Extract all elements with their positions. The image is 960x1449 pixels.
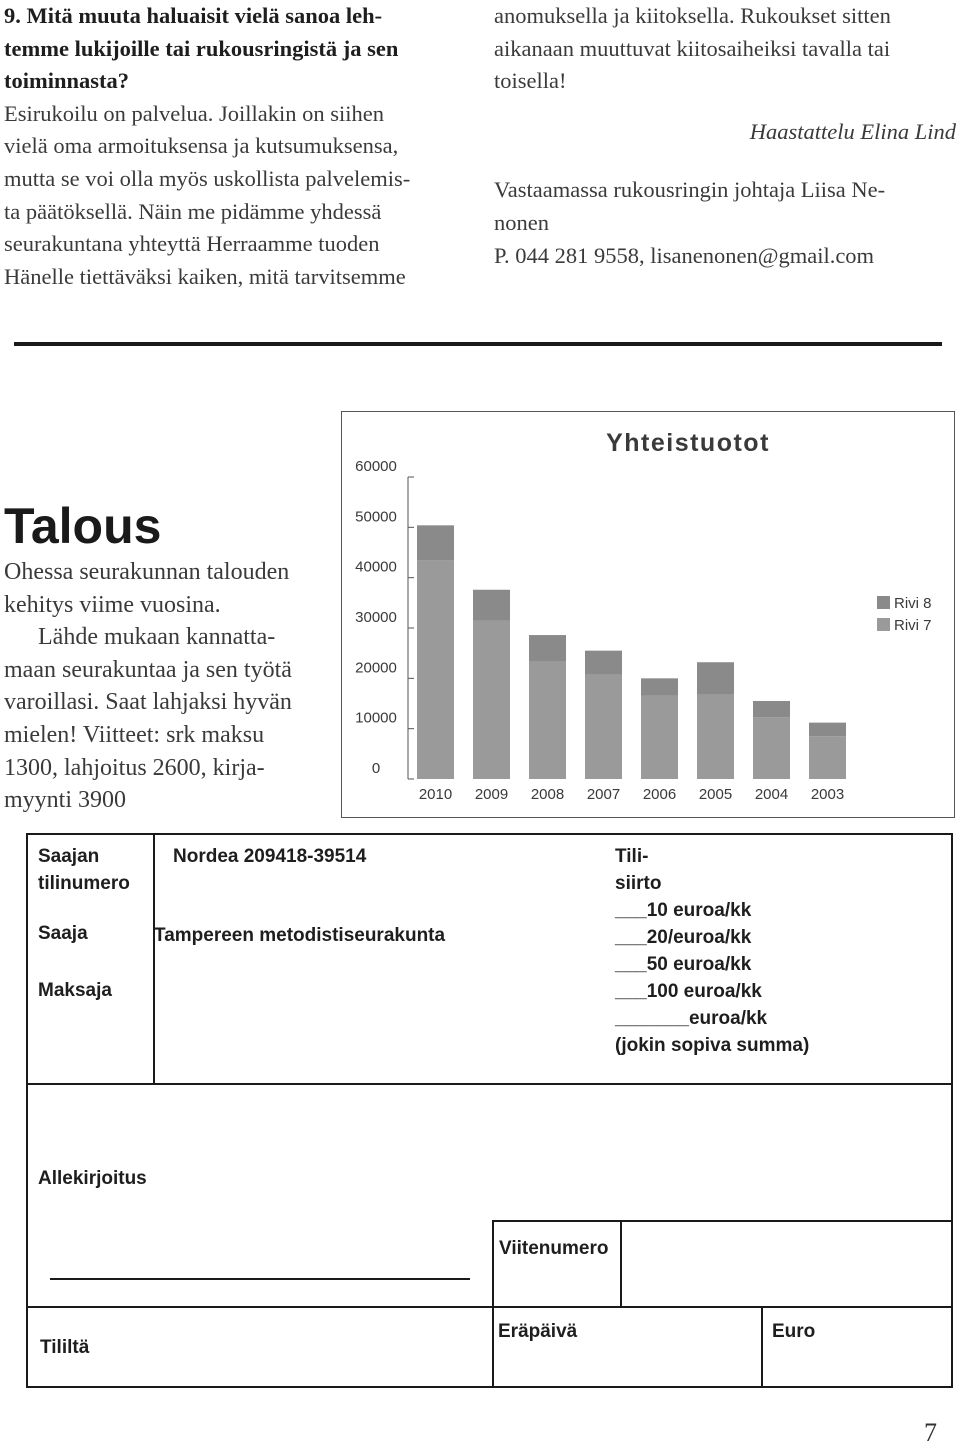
contact-line: P. 044 281 9558, lisanenonen@gmail.com xyxy=(494,242,875,268)
answer-line: Esirukoilu on palvelua. Joillakin on siihen xyxy=(4,100,384,126)
bar-segment xyxy=(529,662,566,779)
amount-option[interactable]: ___100 euroa/kk xyxy=(615,981,762,1002)
y-tick-label: 10000 xyxy=(355,709,397,727)
talous-line: Lähde mukaan kannatta- xyxy=(38,624,276,651)
contact-line: nonen xyxy=(494,209,549,235)
section-divider xyxy=(14,342,942,346)
amount-option[interactable]: ___50 euroa/kk xyxy=(615,954,752,975)
y-axis xyxy=(355,458,414,817)
question-line: toiminnasta? xyxy=(4,68,130,94)
label-line: siirto xyxy=(615,873,662,894)
answer-line: toisella! xyxy=(494,68,567,94)
talous-line: mielen! Viitteet: srk maksu xyxy=(4,721,265,748)
bar-segment xyxy=(697,694,734,779)
y-tick-label: 20000 xyxy=(355,659,397,677)
y-tick-label: 0 xyxy=(371,760,381,777)
section-heading: Talous xyxy=(4,498,162,554)
x-tick-label: 2008 xyxy=(530,786,565,803)
x-tick-label: 2003 xyxy=(810,786,845,803)
amount-option[interactable]: ___10 euroa/kk xyxy=(615,900,752,921)
form-frame-top xyxy=(26,833,953,1085)
x-tick-label: 2007 xyxy=(586,786,621,803)
y-tick-label: 50000 xyxy=(355,508,397,526)
bar-segment xyxy=(753,717,790,779)
reference-label: Viitenumero xyxy=(499,1238,609,1259)
account-number: Nordea 209418-39514 xyxy=(173,846,367,867)
bar-segment xyxy=(697,662,734,694)
answer-line: mutta se voi olla myös uskollista palvelemis- xyxy=(4,165,411,191)
talous-section xyxy=(4,496,320,817)
bar-segment xyxy=(585,675,622,779)
amount-option[interactable]: _______euroa/kk xyxy=(615,1008,768,1029)
recipient-account-label xyxy=(38,843,130,897)
interviewer-credit: Haastattelu Elina Lind xyxy=(749,118,956,144)
answer-line: anomuksella ja kiitoksella. Rukoukset sitten xyxy=(494,3,891,28)
answer-line: vielä oma armoituksensa ja kutsumuksensa, xyxy=(4,133,399,159)
bar-segment xyxy=(473,590,510,621)
label-line: Saajan xyxy=(38,846,100,867)
recipient-label: Saaja xyxy=(38,923,88,944)
legend-label: Rivi 7 xyxy=(894,617,932,634)
bar-segment xyxy=(529,635,566,662)
form-divider xyxy=(620,1220,622,1308)
answer-line: aikanaan muuttuvat kiitosaiheiksi tavalla tai xyxy=(494,35,891,61)
bar-segment xyxy=(473,620,510,779)
recipient-name: Tampereen metodistiseurakunta xyxy=(154,925,446,946)
x-tick-label: 2009 xyxy=(474,786,509,803)
signature-line xyxy=(50,1278,470,1280)
amount-note: (jokin sopiva summa) xyxy=(615,1035,810,1056)
label-line: tilinumero xyxy=(38,873,130,894)
transfer-label xyxy=(615,843,661,897)
y-tick-label: 30000 xyxy=(355,609,397,626)
talous-line: myynti 3900 xyxy=(4,787,127,814)
x-axis-labels xyxy=(419,786,844,803)
answer-line: seurakuntana yhteyttä Herraamme tuoden xyxy=(4,231,380,257)
bar-segment xyxy=(641,678,678,695)
form-divider xyxy=(26,1306,953,1308)
from-account-label: Tililtä xyxy=(40,1337,90,1358)
question-line: temme lukijoille tai rukousringistä ja sen xyxy=(4,35,399,61)
talous-line: Ohessa seurakunnan talouden xyxy=(4,559,290,585)
y-tick-label: 60000 xyxy=(355,458,397,475)
bar-segment xyxy=(417,525,454,560)
euro-label: Euro xyxy=(772,1321,816,1342)
chart-canvas xyxy=(342,412,954,817)
due-date-label: Eräpäivä xyxy=(498,1321,578,1342)
legend-swatch xyxy=(877,596,890,609)
form-divider xyxy=(492,1220,953,1222)
y-tick-label: 40000 xyxy=(355,558,397,576)
bar-segment xyxy=(641,695,678,779)
contact-line: Vastaamassa rukousringin johtaja Liisa Ne- xyxy=(494,177,886,203)
bar-segment xyxy=(809,723,846,737)
income-chart xyxy=(341,411,955,818)
legend-label: Rivi 8 xyxy=(894,595,932,612)
x-tick-label: 2006 xyxy=(642,786,677,803)
form-divider xyxy=(492,1220,494,1388)
x-tick-label: 2010 xyxy=(418,786,453,803)
signature-label: Allekirjoitus xyxy=(38,1168,147,1189)
talous-line: maan seurakuntaa ja sen työtä xyxy=(4,656,292,683)
page-number: 7 xyxy=(924,1418,937,1447)
form-divider xyxy=(153,833,155,1085)
article-left-column xyxy=(4,0,464,293)
bars xyxy=(417,525,846,779)
bar-segment xyxy=(585,651,622,675)
payer-label: Maksaja xyxy=(38,980,112,1001)
answer-line: Hänelle tiettäväksi kaiken, mitä tarvitsemme xyxy=(4,263,406,289)
amount-options xyxy=(615,897,809,1059)
talous-line: 1300, lahjoitus 2600, kirja- xyxy=(4,754,265,781)
amount-option[interactable]: ___20/euroa/kk xyxy=(615,927,752,948)
legend xyxy=(877,595,932,634)
bar-segment xyxy=(753,701,790,717)
bar-segment xyxy=(417,560,454,779)
legend-swatch xyxy=(877,618,890,631)
article-right-column xyxy=(494,0,956,272)
talous-line: kehitys viime vuosina. xyxy=(4,591,221,618)
x-tick-label: 2004 xyxy=(754,786,789,803)
form-divider xyxy=(761,1306,763,1388)
bar-segment xyxy=(809,736,846,779)
x-tick-label: 2005 xyxy=(698,786,733,803)
talous-line: varoillasi. Saat lahjaksi hyvän xyxy=(4,689,292,716)
question-line: 9. Mitä muuta haluaisit vielä sanoa leh- xyxy=(4,3,383,28)
chart-title: Yhteistuotot xyxy=(606,429,770,457)
answer-line: ta päätöksellä. Näin me pidämme yhdessä xyxy=(4,198,382,224)
label-line: Tili- xyxy=(615,846,649,867)
